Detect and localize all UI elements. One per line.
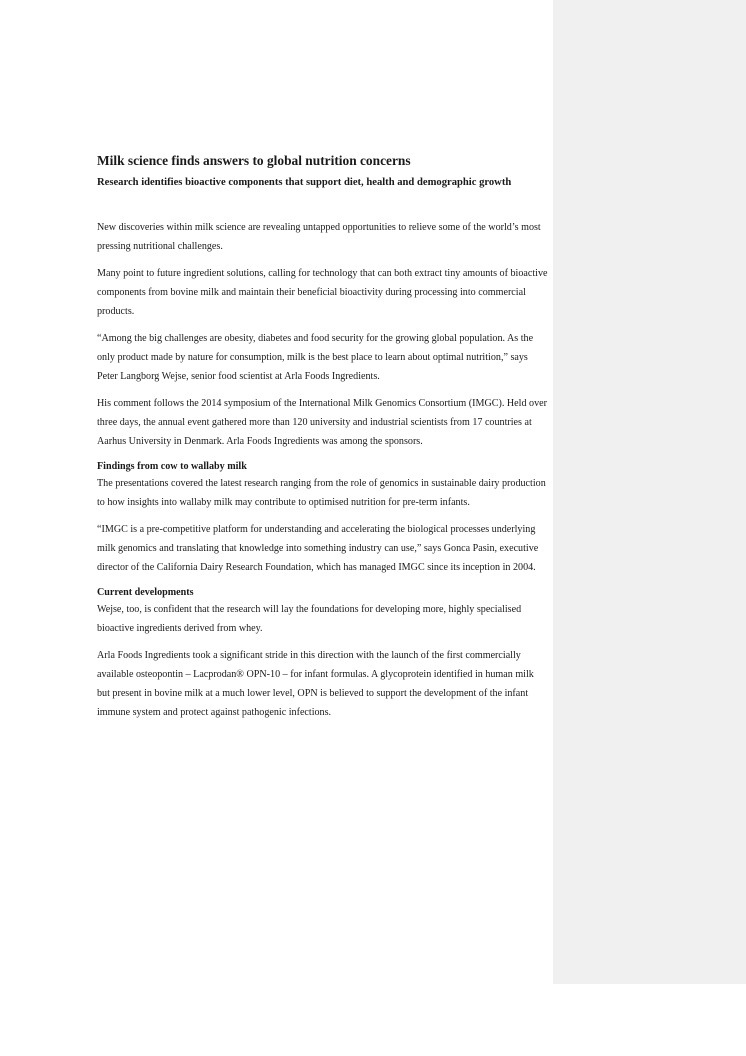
paragraph: “Among the big challenges are obesity, diabetes and food security for the growing global population. As the only product made by nature for consumption, milk is the best place to learn about optimal nutrition,” says Peter Langborg Wejse, senior food scientist at Arla Foods Ingredients. xyxy=(97,333,534,382)
paragraph: Wejse, too, is confident that the research will lay the foundations for developing more, highly specialised bioactive ingredients derived from whey. xyxy=(97,604,522,634)
paragraph: The presentations covered the latest research ranging from the role of genomics in sustainable dairy production to how insights into wallaby milk may contribute to optimised nutrition for pre-term infants. xyxy=(97,478,546,508)
paragraph: His comment follows the 2014 symposium of the International Milk Genomics Consortium (IMGC). Held over three days, the annual event gathered more than 120 university and industrial scientists from 17 countries at Aarhus University in Denmark. Arla Foods Ingredients was among the sponsors. xyxy=(97,398,547,447)
paragraph: Arla Foods Ingredients took a significant stride in this direction with the launch of the first commercially available osteopontin – Lacprodan® OPN-10 – for infant formulas. A glycoprotein identified in human milk but present in bovine milk at a much lower level, OPN is believed to support the development of the infant immune system and protect against pathogenic infections. xyxy=(97,650,534,718)
article-text xyxy=(97,218,549,722)
paragraph: “IMGC is a pre-competitive platform for understanding and accelerating the biological processes underlying milk genomics and translating that knowledge into something industry can use,” says Gonca Pasin, executive director of the California Dairy Research Foundation, which has managed IMGC since its inception in 2004. xyxy=(97,524,539,573)
comment-margin-pane xyxy=(553,0,746,984)
article-title: Milk science finds answers to global nutrition concerns xyxy=(97,153,411,168)
paragraph: Many point to future ingredient solutions, calling for technology that can both extract tiny amounts of bioactive components from bovine milk and maintain their beneficial bioactivity during processing into commercial products. xyxy=(97,268,548,317)
article-subtitle: Research identifies bioactive components that support diet, health and demographic growth xyxy=(97,177,512,188)
section-heading: Findings from cow to wallaby milk xyxy=(97,461,247,472)
paragraph: New discoveries within milk science are revealing untapped opportunities to relieve some of the world’s most pressing nutritional challenges. xyxy=(97,222,541,252)
document-body xyxy=(97,152,549,730)
section-heading: Current developments xyxy=(97,587,194,598)
